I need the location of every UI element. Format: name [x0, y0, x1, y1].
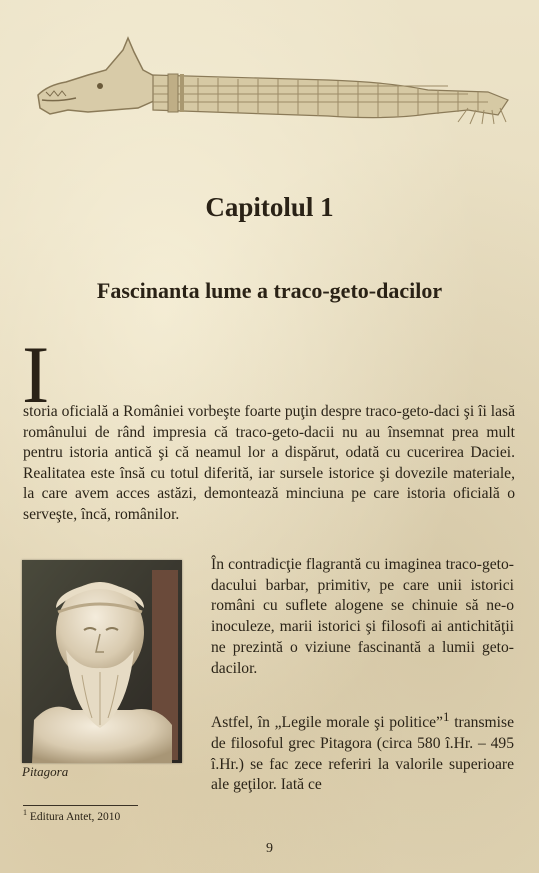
drop-cap: I: [22, 329, 50, 420]
footnote-mark: 1: [23, 808, 27, 817]
paragraph-contradiction: În contradicţie flagrantă cu imaginea traco-geto-dacului barbar, primitiv, pe care unii istorici români cu suflete alogene se chinuie să ne-o inoculeze, marii istorici şi filosofi ai antichităţii ne prezintă o viziune fascinantă a lumii geto-dacilor.: [211, 556, 514, 677]
footnote-divider: [23, 805, 138, 806]
pythagoras-bust-image: [22, 560, 182, 763]
chapter-heading: Capitolul 1: [205, 192, 334, 222]
footnote-text: Editura Antet, 2010: [29, 810, 121, 823]
paragraph-pythagoras: [211, 707, 514, 796]
footnote: [23, 808, 120, 823]
footnote-reference[interactable]: 1: [442, 709, 450, 724]
paragraph-pythagoras-end: transmise de filosoful grec Pitagora (circa 580 î.Hr. – 495 î.Hr.) se fac zece referiri la valorile superioare ale geţilor. Iată ce: [211, 714, 514, 794]
dacian-draco-ornament: [28, 30, 518, 125]
image-caption: Pitagora: [22, 764, 69, 779]
paragraph-pythagoras-start: Astfel, în „Legile morale şi politice”: [211, 714, 443, 732]
page-number: 9: [266, 841, 273, 856]
chapter-subtitle: Fascinanta lume a traco-geto-dacilor: [96, 278, 443, 303]
intro-paragraph: storia oficială a României vorbeşte foarte puţin despre traco-geto-daci şi îi lasă românului de rând impresia că traco-geto-dacii nu au însemnat prea mult pentru istoria antică şi că neamul lor a dispărut, odată cu cucerirea Daciei. Realitatea este însă cu totul diferită, iar sursele istorice şi dovezile materiale, la care avem acces astăzi, demontează minciuna pe care istoria oficială o serveşte, încă, românilor.: [23, 403, 515, 523]
